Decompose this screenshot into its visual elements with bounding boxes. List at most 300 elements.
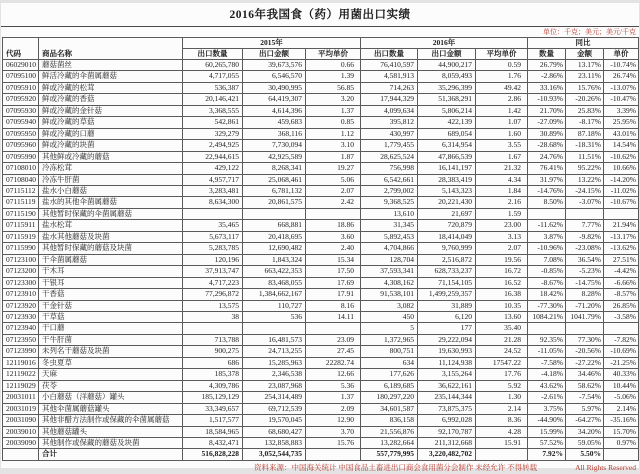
cell-avg-2015 xyxy=(306,208,361,219)
cell-amount-2016: 6,120 xyxy=(418,311,476,322)
cell-amount-2015: 42,925,589 xyxy=(243,151,306,162)
cell-code: 20039090 xyxy=(3,437,39,448)
cell-amount-2015: 20,861,575 xyxy=(243,197,306,208)
cell-qty-2016: 31,345 xyxy=(361,220,418,231)
cell-amount-2016: 2,516,872 xyxy=(418,254,476,265)
cell-amount-2015: 459,683 xyxy=(243,117,306,128)
cell-qty-2016: 1,372,965 xyxy=(361,334,418,345)
cell-qty-2015: 60,265,780 xyxy=(183,60,243,71)
cell-yoy-price: 21.94% xyxy=(604,220,639,231)
cell-qty-2015: 429,122 xyxy=(183,163,243,174)
cell-name: 其他制作或保藏的蘑菇及块菌 xyxy=(39,437,183,448)
cell-code: 20031011 xyxy=(3,392,39,403)
cell-amount-2015: 12,690,482 xyxy=(243,243,306,254)
cell-amount-2015: 4,614,396 xyxy=(243,105,306,116)
cell-amount-2016: 16,141,197 xyxy=(418,163,476,174)
cell-amount-2015: 254,314,489 xyxy=(243,392,306,403)
table-row xyxy=(3,311,639,322)
cell-yoy-price: -5.06% xyxy=(604,392,639,403)
cell-name: 盐水松茸 xyxy=(39,220,183,231)
cell-avg-2016: 4.34 xyxy=(476,174,528,185)
cell-yoy-amount: 87.18% xyxy=(566,128,604,139)
cell-qty-2016: 756,998 xyxy=(361,163,418,174)
cell-name: 盐水其他蘑菇及块菌 xyxy=(39,231,183,242)
cell-avg-2015: 15.34 xyxy=(306,254,361,265)
cell-code: 20031019 xyxy=(3,403,39,414)
cell-avg-2015: 2.09 xyxy=(306,403,361,414)
cell-qty-2016: 634 xyxy=(361,357,418,368)
cell-amount-2016: 3,155,264 xyxy=(418,369,476,380)
document-page xyxy=(1,3,639,472)
cell-avg-2016: 21.32 xyxy=(476,163,528,174)
cell-yoy-price: -21.25% xyxy=(604,357,639,368)
cell-yoy-price: -10.69% xyxy=(604,346,639,357)
cell-yoy-qty: 43.62% xyxy=(528,380,566,391)
cell-qty-2016: 34,601,587 xyxy=(361,403,418,414)
table-row xyxy=(3,71,639,82)
cell-amount-2016: 8,059,493 xyxy=(418,71,476,82)
cell-amount-2015 xyxy=(243,208,306,219)
table-row xyxy=(3,334,639,345)
table-row xyxy=(3,185,639,196)
cell-yoy-amount: 34.20% xyxy=(566,426,604,437)
cell-yoy-qty: 92.35% xyxy=(528,334,566,345)
cell-name: 合计 xyxy=(39,449,183,460)
cell-code: 07095960 xyxy=(3,140,39,151)
cell-avg-2016 xyxy=(476,449,528,460)
cell-avg-2015: 14.11 xyxy=(306,311,361,322)
cell-yoy-price: 2.14% xyxy=(604,403,639,414)
cell-qty-2015: 185,129,129 xyxy=(183,392,243,403)
cell-amount-2016: 6,992,028 xyxy=(418,415,476,426)
cell-qty-2016: 21,556,876 xyxy=(361,426,418,437)
cell-qty-2016: 450 xyxy=(361,311,418,322)
header-yoy-price: 单价 xyxy=(604,49,639,60)
cell-code: 07123930 xyxy=(3,311,39,322)
cell-yoy-amount: 77.30% xyxy=(566,334,604,345)
cell-amount-2016: 28,383,419 xyxy=(418,174,476,185)
cell-qty-2015: 686 xyxy=(183,357,243,368)
header-name: 商品名称 xyxy=(39,38,183,60)
table-row xyxy=(3,151,639,162)
cell-amount-2016: 9,760,999 xyxy=(418,243,476,254)
cell-yoy-amount: 7.77% xyxy=(566,220,604,231)
header-qty-2015: 出口数量 xyxy=(183,49,243,60)
cell-qty-2015: 516,828,228 xyxy=(183,449,243,460)
cell-qty-2015: 4,309,786 xyxy=(183,380,243,391)
cell-avg-2015: 2.40 xyxy=(306,243,361,254)
cell-name: 干金针菇 xyxy=(39,300,183,311)
cell-amount-2016: 44,900,217 xyxy=(418,60,476,71)
table-row xyxy=(3,128,639,139)
cell-yoy-qty: 33.16% xyxy=(528,82,566,93)
cell-name: 盐水小白蘑菇 xyxy=(39,185,183,196)
cell-amount-2016: 19,630,993 xyxy=(418,346,476,357)
cell-code: 07115119 xyxy=(3,197,39,208)
cell-avg-2016: 19.56 xyxy=(476,254,528,265)
cell-yoy-price: 26.85% xyxy=(604,300,639,311)
cell-yoy-amount: 13.17% xyxy=(566,60,604,71)
cell-avg-2016: 2.07 xyxy=(476,243,528,254)
cell-avg-2015 xyxy=(306,323,361,334)
cell-amount-2016: 235,144,344 xyxy=(418,392,476,403)
cell-avg-2015: 3.20 xyxy=(306,94,361,105)
table-row xyxy=(3,346,639,357)
cell-code: 07123200 xyxy=(3,266,39,277)
cell-amount-2015: 6,781,132 xyxy=(243,185,306,196)
cell-yoy-price: 26.74% xyxy=(604,71,639,82)
cell-qty-2015: 37,913,747 xyxy=(183,266,243,277)
cell-yoy-qty: 8.50% xyxy=(528,197,566,208)
cell-qty-2015 xyxy=(183,323,243,334)
cell-name: 其他暂时保藏的伞菌属蘑菇 xyxy=(39,208,183,219)
cell-qty-2016: 4,581,913 xyxy=(361,71,418,82)
cell-name: 干银耳 xyxy=(39,277,183,288)
cell-yoy-qty: 24.76% xyxy=(528,151,566,162)
cell-qty-2015 xyxy=(183,208,243,219)
cell-qty-2015: 3,368,555 xyxy=(183,105,243,116)
cell-avg-2016: 1.59 xyxy=(476,208,528,219)
cell-amount-2015: 69,712,539 xyxy=(243,403,306,414)
cell-yoy-qty: -11.05% xyxy=(528,346,566,357)
cell-name: 其他非醋方法制作或保藏的伞菌属蘑菇 xyxy=(39,415,183,426)
cell-name: 其他蘑菇罐头 xyxy=(39,426,183,437)
cell-name: 鲜或冷藏的香菇 xyxy=(39,94,183,105)
cell-avg-2015: 17.91 xyxy=(306,289,361,300)
cell-name: 冬虫夏草 xyxy=(39,357,183,368)
cell-qty-2015: 35,465 xyxy=(183,220,243,231)
cell-yoy-qty: 3.87% xyxy=(528,231,566,242)
cell-qty-2015: 329,279 xyxy=(183,128,243,139)
cell-avg-2016: 35.40 xyxy=(476,323,528,334)
cell-avg-2016: 0.59 xyxy=(476,60,528,71)
cell-yoy-qty: -8.67% xyxy=(528,277,566,288)
cell-qty-2016: 800,751 xyxy=(361,346,418,357)
cell-yoy-qty: 7.08% xyxy=(528,254,566,265)
cell-code: 07108040 xyxy=(3,174,39,185)
cell-name: 鲜活冷藏的伞菌属蘑菇 xyxy=(39,71,183,82)
cell-code: 07123920 xyxy=(3,300,39,311)
cell-yoy-qty: 26.79% xyxy=(528,60,566,71)
cell-qty-2015: 22,944,615 xyxy=(183,151,243,162)
cell-avg-2015: 8.16 xyxy=(306,300,361,311)
cell-yoy-amount: -24.15% xyxy=(566,185,604,196)
cell-code: 07095910 xyxy=(3,82,39,93)
cell-qty-2016: 2,799,002 xyxy=(361,185,418,196)
cell-qty-2016: 177,626 xyxy=(361,369,418,380)
table-row xyxy=(3,105,639,116)
cell-yoy-amount: 59.05% xyxy=(566,437,604,448)
cell-code: 07095920 xyxy=(3,94,39,105)
cell-name: 盐水的其他伞菌属蘑菇 xyxy=(39,197,183,208)
cell-avg-2016: 3.13 xyxy=(476,231,528,242)
cell-code: 07115112 xyxy=(3,185,39,196)
cell-yoy-amount xyxy=(566,208,604,219)
cell-qty-2015: 4,717,055 xyxy=(183,71,243,82)
cell-qty-2015: 38 xyxy=(183,311,243,322)
cell-code: 12119022 xyxy=(3,369,39,380)
cell-qty-2016: 3,082 xyxy=(361,300,418,311)
cell-avg-2015: 1.12 xyxy=(306,128,361,139)
cell-amount-2015: 1,384,662,167 xyxy=(243,289,306,300)
cell-avg-2016: 49.42 xyxy=(476,82,528,93)
cell-avg-2016: 16.52 xyxy=(476,277,528,288)
cell-yoy-price: 14.54% xyxy=(604,140,639,151)
footer xyxy=(1,461,639,472)
cell-qty-2016: 9,368,525 xyxy=(361,197,418,208)
cell-yoy-price: -10.74% xyxy=(604,60,639,71)
cell-name: 天麻 xyxy=(39,369,183,380)
cell-yoy-qty: 18.42% xyxy=(528,289,566,300)
cell-code: 07095930 xyxy=(3,105,39,116)
cell-amount-2016: 5,143,323 xyxy=(418,185,476,196)
cell-yoy-qty: 21.70% xyxy=(528,105,566,116)
page-title: 2016年我国食（药）用菌出口实绩 xyxy=(229,9,411,21)
cell-name: 干木耳 xyxy=(39,266,183,277)
footer-rights: All Rights Reserved xyxy=(575,462,636,472)
table-row xyxy=(3,208,639,219)
cell-amount-2015: 7,730,094 xyxy=(243,140,306,151)
cell-qty-2015: 5,673,117 xyxy=(183,231,243,242)
cell-amount-2016: 36,622,161 xyxy=(418,380,476,391)
cell-qty-2015: 542,861 xyxy=(183,117,243,128)
cell-avg-2016: 1.67 xyxy=(476,151,528,162)
header-yoy: 同比 xyxy=(528,38,639,49)
cell-amount-2016: 422,139 xyxy=(418,117,476,128)
cell-name: 鲜或冷藏的口蘑 xyxy=(39,128,183,139)
cell-yoy-qty: -10.93% xyxy=(528,94,566,105)
cell-yoy-qty xyxy=(528,323,566,334)
cell-name: 干口蘑 xyxy=(39,323,183,334)
cell-qty-2015: 1,517,577 xyxy=(183,415,243,426)
cell-avg-2016: 21.28 xyxy=(476,334,528,345)
cell-yoy-price: -11.02% xyxy=(604,185,639,196)
cell-qty-2016: 557,779,995 xyxy=(361,449,418,460)
header-code: 代码 xyxy=(3,38,39,60)
cell-avg-2016: 1.07 xyxy=(476,117,528,128)
cell-code: 07123300 xyxy=(3,277,39,288)
cell-yoy-amount: 34.46% xyxy=(566,369,604,380)
cell-avg-2015 xyxy=(306,449,361,460)
cell-qty-2016: 180,297,220 xyxy=(361,392,418,403)
cell-code: 20039010 xyxy=(3,426,39,437)
cell-amount-2016: 18,414,049 xyxy=(418,231,476,242)
cell-qty-2016: 128,704 xyxy=(361,254,418,265)
cell-avg-2015: 2.42 xyxy=(306,197,361,208)
cell-yoy-qty: 76.41% xyxy=(528,163,566,174)
cell-yoy-qty: -7.58% xyxy=(528,357,566,368)
cell-qty-2015: 900,275 xyxy=(183,346,243,357)
cell-yoy-price: 3.39% xyxy=(604,105,639,116)
cell-code: 07123910 xyxy=(3,289,39,300)
cell-amount-2015: 368,116 xyxy=(243,128,306,139)
cell-yoy-price: -35.16% xyxy=(604,415,639,426)
table-row xyxy=(3,392,639,403)
cell-yoy-price: -10.67% xyxy=(604,197,639,208)
cell-yoy-qty: 15.99% xyxy=(528,426,566,437)
cell-amount-2016: 35,296,399 xyxy=(418,82,476,93)
cell-yoy-price: 15.70% xyxy=(604,426,639,437)
cell-amount-2016: 20,221,430 xyxy=(418,197,476,208)
cell-name: 干香菇 xyxy=(39,289,183,300)
table-row xyxy=(3,254,639,265)
header-year-2015: 2015年 xyxy=(183,38,361,49)
cell-amount-2015: 6,546,570 xyxy=(243,71,306,82)
cell-code: 07108010 xyxy=(3,163,39,174)
cell-amount-2016: 51,368,291 xyxy=(418,94,476,105)
cell-amount-2015: 25,068,461 xyxy=(243,174,306,185)
cell-name: 干牛肝菌 xyxy=(39,334,183,345)
table-row xyxy=(3,82,639,93)
cell-qty-2016: 5,892,453 xyxy=(361,231,418,242)
cell-code: 12119029 xyxy=(3,380,39,391)
cell-qty-2016: 4,308,162 xyxy=(361,277,418,288)
cell-amount-2016: 11,124,938 xyxy=(418,357,476,368)
cell-yoy-amount: -18.31% xyxy=(566,140,604,151)
cell-amount-2016: 92,170,787 xyxy=(418,426,476,437)
cell-qty-2016: 430,997 xyxy=(361,128,418,139)
cell-avg-2015: 17.50 xyxy=(306,266,361,277)
cell-yoy-qty: -14.76% xyxy=(528,185,566,196)
cell-avg-2015: 12.66 xyxy=(306,369,361,380)
cell-qty-2016: 1,779,455 xyxy=(361,140,418,151)
table-row xyxy=(3,369,639,380)
cell-code: 07095950 xyxy=(3,128,39,139)
cell-qty-2015: 20,146,421 xyxy=(183,94,243,105)
cell-amount-2016: 628,733,237 xyxy=(418,266,476,277)
cell-yoy-qty: -4.18% xyxy=(528,369,566,380)
header-avg-2016: 平均单价 xyxy=(476,49,528,60)
cell-yoy-amount: -3.07% xyxy=(566,197,604,208)
cell-yoy-price: -10.47% xyxy=(604,94,639,105)
table-row xyxy=(3,94,639,105)
cell-yoy-qty: 1084.21% xyxy=(528,311,566,322)
cell-avg-2015: 18.86 xyxy=(306,220,361,231)
cell-name: 冷冻松茸 xyxy=(39,163,183,174)
cell-amount-2016: 31,889 xyxy=(418,300,476,311)
cell-qty-2015: 77,296,872 xyxy=(183,289,243,300)
cell-yoy-amount: -20.26% xyxy=(566,94,604,105)
cell-avg-2015: 0.66 xyxy=(306,60,361,71)
cell-yoy-amount: 1041.79% xyxy=(566,311,604,322)
cell-amount-2016: 71,154,105 xyxy=(418,277,476,288)
table-row xyxy=(3,117,639,128)
cell-qty-2015: 2,494,925 xyxy=(183,140,243,151)
cell-avg-2015: 15.76 xyxy=(306,437,361,448)
cell-yoy-amount: -8.17% xyxy=(566,117,604,128)
header-yoy-amount: 金额 xyxy=(566,49,604,60)
cell-avg-2015: 17.69 xyxy=(306,277,361,288)
cell-qty-2015: 4,717,223 xyxy=(183,277,243,288)
cell-yoy-price: -10.62% xyxy=(604,151,639,162)
cell-name: 鲜或冷藏的块菌 xyxy=(39,140,183,151)
table-row xyxy=(3,60,639,71)
cell-yoy-amount: 11.51% xyxy=(566,151,604,162)
header-qty-2016: 出口数量 xyxy=(361,49,418,60)
cell-amount-2015: 68,680,427 xyxy=(243,426,306,437)
cell-amount-2015: 2,346,538 xyxy=(243,369,306,380)
cell-amount-2016: 3,220,482,702 xyxy=(418,449,476,460)
table-header xyxy=(3,38,639,60)
cell-code: 07095990 xyxy=(3,151,39,162)
cell-amount-2015 xyxy=(243,323,306,334)
cell-yoy-amount: 36.54% xyxy=(566,254,604,265)
cell-qty-2015: 18,584,965 xyxy=(183,426,243,437)
cell-avg-2015: 22282.74 xyxy=(306,357,361,368)
cell-yoy-price: -4.42% xyxy=(604,266,639,277)
cell-yoy-price xyxy=(604,208,639,219)
table-row xyxy=(3,174,639,185)
cell-code: 07095100 xyxy=(3,71,39,82)
cell-amount-2015: 15,285,963 xyxy=(243,357,306,368)
cell-avg-2015: 1.37 xyxy=(306,392,361,403)
cell-qty-2015: 536,387 xyxy=(183,82,243,93)
cell-yoy-amount xyxy=(566,323,604,334)
cell-avg-2015: 19.27 xyxy=(306,163,361,174)
cell-avg-2016: 16.72 xyxy=(476,266,528,277)
cell-avg-2016: 1.84 xyxy=(476,185,528,196)
cell-yoy-price: 43.01% xyxy=(604,128,639,139)
header-yoy-qty: 数量 xyxy=(528,49,566,60)
header-avg-2015: 平均单价 xyxy=(306,49,361,60)
cell-yoy-qty: 7.92% xyxy=(528,449,566,460)
table-body xyxy=(3,60,639,461)
table-row xyxy=(3,415,639,426)
cell-amount-2015: 110,727 xyxy=(243,300,306,311)
cell-yoy-price: 27.51% xyxy=(604,254,639,265)
table-row xyxy=(3,300,639,311)
cell-avg-2015: 12.90 xyxy=(306,415,361,426)
cell-yoy-qty: -27.09% xyxy=(528,117,566,128)
cell-yoy-price: -8.57% xyxy=(604,289,639,300)
cell-qty-2016: 37,593,341 xyxy=(361,266,418,277)
cell-yoy-amount: 25.83% xyxy=(566,105,604,116)
cell-name: 茯苓 xyxy=(39,380,183,391)
cell-code: 07123100 xyxy=(3,254,39,265)
cell-qty-2016: 6,189,685 xyxy=(361,380,418,391)
cell-yoy-amount: 95.22% xyxy=(566,163,604,174)
cell-amount-2015: 663,422,353 xyxy=(243,266,306,277)
cell-name: 其他鲜或冷藏的蘑菇 xyxy=(39,151,183,162)
cell-avg-2016: 23.00 xyxy=(476,220,528,231)
cell-code: 07115919 xyxy=(3,231,39,242)
cell-amount-2015: 8,268,341 xyxy=(243,163,306,174)
cell-amount-2015: 83,468,055 xyxy=(243,277,306,288)
cell-qty-2016: 4,704,866 xyxy=(361,243,418,254)
header-amount-2016: 出口金额 xyxy=(418,49,476,60)
cell-yoy-amount: -9.82% xyxy=(566,231,604,242)
cell-avg-2016: 1.76 xyxy=(476,71,528,82)
cell-qty-2016: 6,542,661 xyxy=(361,174,418,185)
cell-yoy-amount: 23.11% xyxy=(566,71,604,82)
cell-yoy-amount: 58.62% xyxy=(566,380,604,391)
cell-amount-2016: 1,499,259,357 xyxy=(418,289,476,300)
total-row xyxy=(3,449,639,460)
cell-amount-2015: 536 xyxy=(243,311,306,322)
cell-yoy-qty: 3.75% xyxy=(528,403,566,414)
cell-avg-2015: 0.85 xyxy=(306,117,361,128)
cell-yoy-qty: -2.61% xyxy=(528,392,566,403)
cell-amount-2015: 39,673,576 xyxy=(243,60,306,71)
cell-qty-2015: 4,957,717 xyxy=(183,174,243,185)
cell-amount-2015: 24,713,255 xyxy=(243,346,306,357)
cell-avg-2015: 3.10 xyxy=(306,140,361,151)
cell-qty-2016: 28,625,524 xyxy=(361,151,418,162)
cell-code: 07115190 xyxy=(3,208,39,219)
table-row xyxy=(3,403,639,414)
cell-avg-2016: 2.14 xyxy=(476,403,528,414)
cell-qty-2016: 395,812 xyxy=(361,117,418,128)
